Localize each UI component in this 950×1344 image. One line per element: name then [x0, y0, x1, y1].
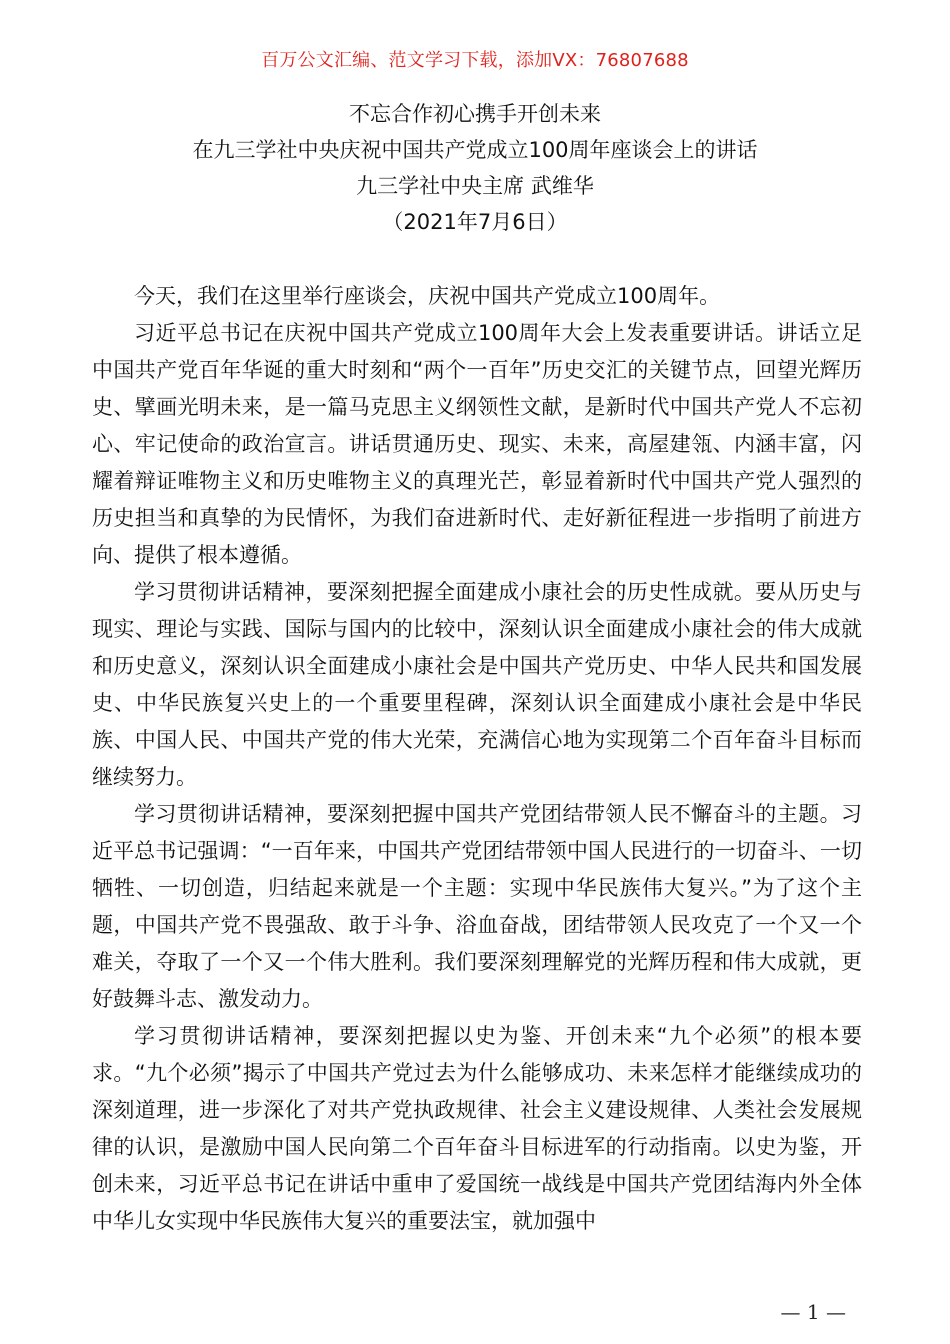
document-body — [92, 278, 862, 1240]
speaker-line: 九三学社中央主席 武维华 — [356, 174, 594, 198]
paragraph: 学习贯彻讲话精神，要深刻把握中国共产党团结带领人民不懈奋斗的主题。习近平总书记强调：“一百年来，中国共产党团结带领中国人民进行的一切奋斗、一切牺牲、一切创造，归结起来就是一个主题：实现中华民族伟大复兴。”为了这个主题，中国共产党不畏强敌、敢于斗争、浴血奋战，团结带领人民攻克了一个又一个难关，夺取了一个又一个伟大胜利。我们要深刻理解党的光辉历程和伟大成就，更好鼓舞斗志、激发动力。 — [92, 802, 862, 1011]
paragraph: 学习贯彻讲话精神，要深刻把握以史为鉴、开创未来“九个必须”的根本要求。“九个必须”揭示了中国共产党过去为什么能够成功、未来怎样才能继续成功的深刻道理，进一步深化了对共产党执政规律、社会主义建设规律、人类社会发展规律的认识，是激励中国人民向第二个百年奋斗目标进军的行动指南。以史为鉴，开创未来，习近平总书记在讲话中重申了爱国统一战线是中国共产党团结海内外全体中华儿女实现中华民族伟大复兴的重要法宝，就加强中 — [92, 1024, 862, 1233]
speech-date: （2021年7月6日） — [382, 210, 568, 234]
page-number: — 1 — — [780, 1300, 846, 1324]
paragraph: 学习贯彻讲话精神，要深刻把握全面建成小康社会的历史性成就。要从历史与现实、理论与实践、国际与国内的比较中，深刻认识全面建成小康社会的伟大成就和历史意义，深刻认识全面建成小康社会是中国共产党历史、中华人民共和国发展史、中华民族复兴史上的一个重要里程碑，深刻认识全面建成小康社会是中华民族、中国人民、中国共产党的伟大光荣，充满信心地为实现第二个百年奋斗目标而继续努力。 — [92, 580, 862, 789]
promo-banner: 百万公文汇编、范文学习下载，添加VX：76807688 — [261, 50, 689, 71]
document-heading — [0, 96, 950, 240]
document-title: 不忘合作初心携手开创未来 — [349, 102, 601, 126]
document-subtitle: 在九三学社中央庆祝中国共产党成立100周年座谈会上的讲话 — [192, 138, 758, 162]
paragraph: 习近平总书记在庆祝中国共产党成立100周年大会上发表重要讲话。讲话立足中国共产党百年华诞的重大时刻和“两个一百年”历史交汇的关键节点，回望光辉历史、擘画光明未来，是一篇马克思主义纲领性文献，是新时代中国共产党人不忘初心、牢记使命的政治宣言。讲话贯通历史、现实、未来，高屋建瓴、内涵丰富，闪耀着辩证唯物主义和历史唯物主义的真理光芒，彰显着新时代中国共产党人强烈的历史担当和真挚的为民情怀，为我们奋进新时代、走好新征程进一步指明了前进方向、提供了根本遵循。 — [92, 321, 862, 567]
paragraph: 今天，我们在这里举行座谈会，庆祝中国共产党成立100周年。 — [134, 284, 721, 308]
